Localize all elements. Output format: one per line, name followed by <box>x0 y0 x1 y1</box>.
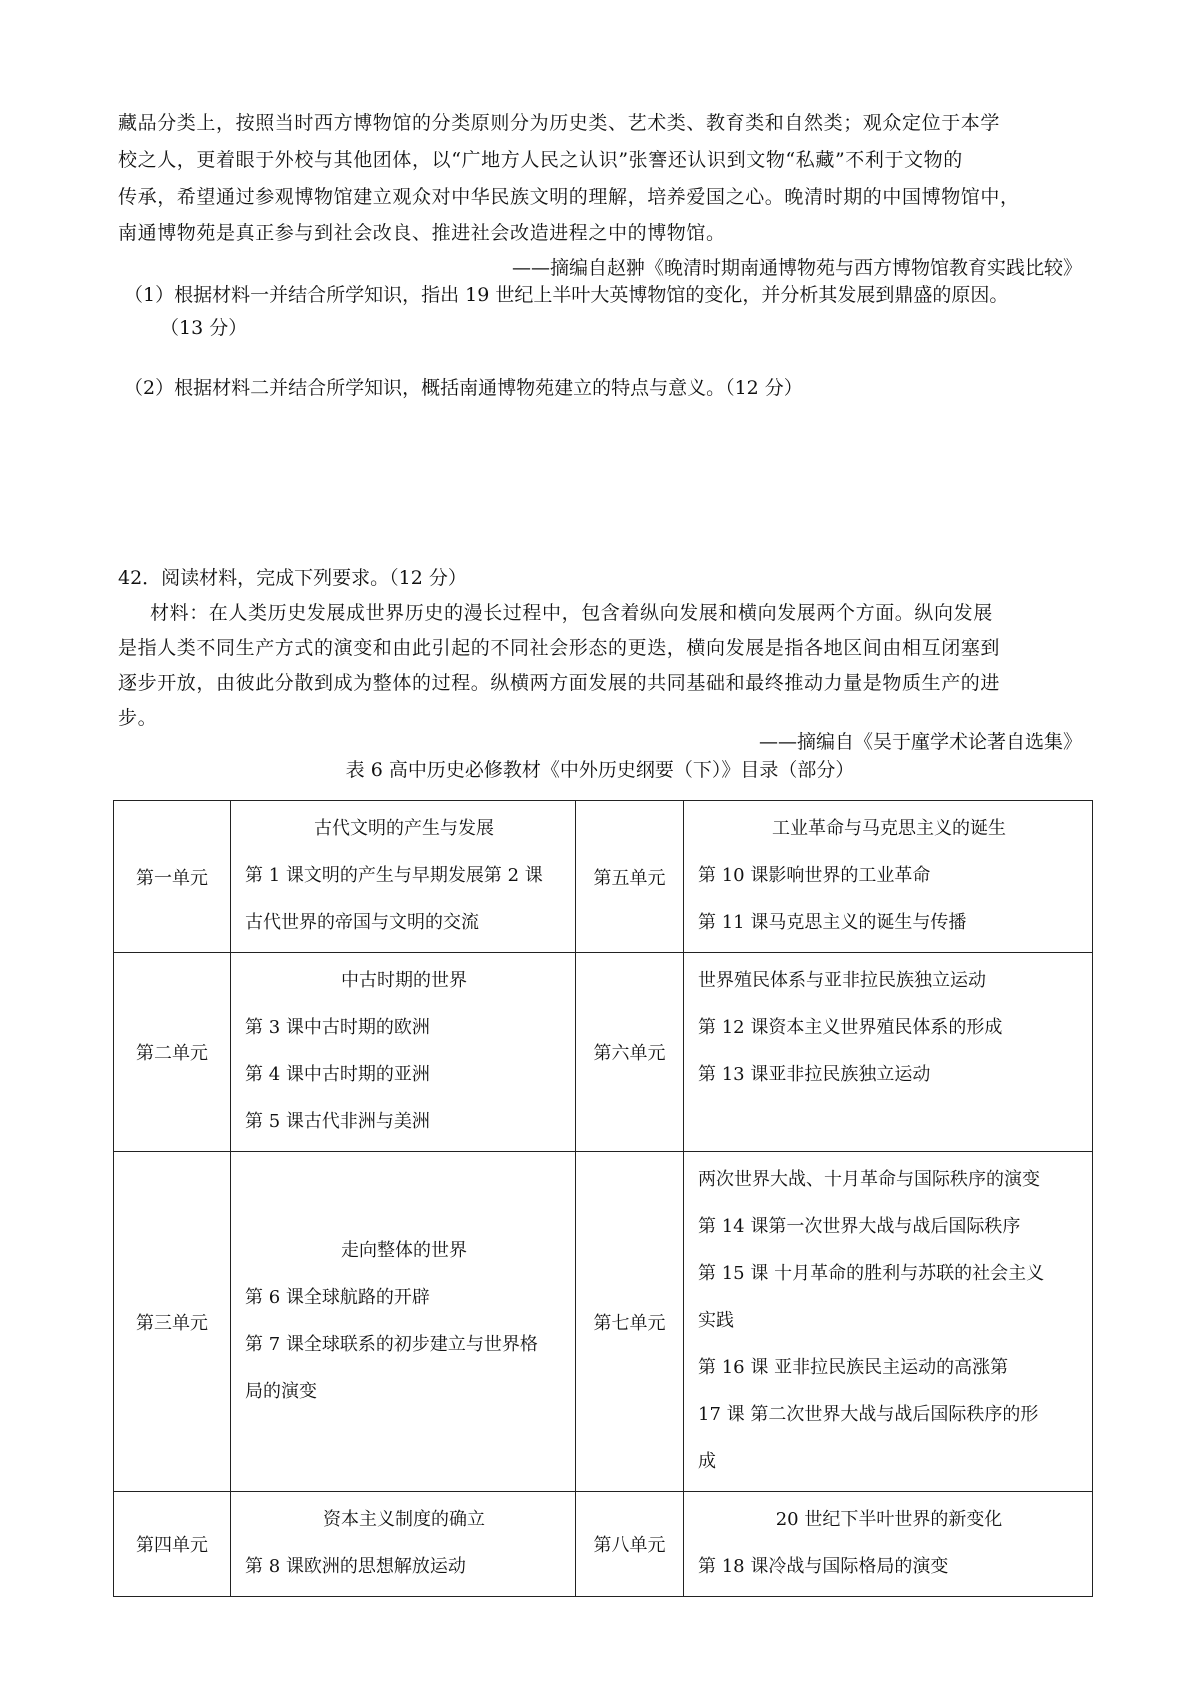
unit-content <box>684 1152 1093 1492</box>
unit-content <box>684 1492 1093 1597</box>
unit-content <box>684 801 1093 953</box>
question-1-score: （13 分） <box>160 317 248 339</box>
unit-label: 第一单元 <box>114 801 231 953</box>
unit-label: 第六单元 <box>576 953 684 1152</box>
toc-table <box>113 800 1093 1597</box>
unit-title: 古代文明的产生与发展 <box>314 818 494 839</box>
table-caption: 表 6 高中历史必修教材《中外历史纲要（下）》目录（部分） <box>345 759 855 781</box>
lesson-item: 第 13 课亚非拉民族独立运动 <box>698 1064 931 1085</box>
lesson-item: 第 10 课影响世界的工业革命 <box>698 865 931 886</box>
unit-title: 走向整体的世界 <box>341 1239 467 1261</box>
lesson-item: 第 6 课全球航路的开辟 <box>245 1286 430 1308</box>
table-row <box>114 953 1093 1152</box>
lesson-item: 实践 <box>698 1310 734 1331</box>
lesson-item: 第 15 课 十月革命的胜利与苏联的社会主义 <box>698 1263 1045 1284</box>
passage-line: 南通博物苑是真正参与到社会改良、推进社会改造进程之中的博物馆。 <box>118 222 726 244</box>
question-1: （1）根据材料一并结合所学知识，指出 19 世纪上半叶大英博物馆的变化，并分析其发展到鼎盛的原因。 <box>124 284 1009 306</box>
material-line: 是指人类不同生产方式的演变和由此引起的不同社会形态的更迭，横向发展是指各地区间由相互闭塞到 <box>118 637 1001 659</box>
unit-content <box>684 953 1093 1152</box>
question-2: （2）根据材料二并结合所学知识，概括南通博物苑建立的特点与意义。（12 分） <box>124 377 803 399</box>
table-row <box>114 801 1093 953</box>
lesson-item: 第 7 课全球联系的初步建立与世界格 <box>245 1333 538 1355</box>
unit-label: 第五单元 <box>576 801 684 953</box>
unit-content <box>231 801 576 953</box>
unit-label: 第七单元 <box>576 1152 684 1492</box>
table-row <box>114 1492 1093 1597</box>
unit-content <box>231 1492 576 1597</box>
unit-label: 第四单元 <box>114 1492 231 1597</box>
lesson-item: 局的演变 <box>245 1380 317 1402</box>
passage-line: 传承，希望通过参观博物馆建立观众对中华民族文明的理解，培养爱国之心。晚清时期的中国博物馆中， <box>118 186 1020 208</box>
lesson-item: 古代世界的帝国与文明的交流 <box>245 912 479 933</box>
material-source: ——摘编自《吴于廑学术论著自选集》 <box>758 731 1082 753</box>
lesson-item: 第 1 课文明的产生与早期发展第 2 课 <box>245 865 543 886</box>
unit-label: 第八单元 <box>576 1492 684 1597</box>
lesson-item: 第 11 课马克思主义的诞生与传播 <box>698 912 967 933</box>
unit-label: 第三单元 <box>114 1152 231 1492</box>
unit-content <box>231 953 576 1152</box>
unit-label: 第二单元 <box>114 953 231 1152</box>
unit-title: 工业革命与马克思主义的诞生 <box>772 818 1006 839</box>
unit-title: 中古时期的世界 <box>341 970 467 991</box>
table-row <box>114 1152 1093 1492</box>
passage-line: 藏品分类上，按照当时西方博物馆的分类原则分为历史类、艺术类、教育类和自然类；观众定位于本学 <box>118 112 1001 134</box>
material-line: 步。 <box>118 707 158 729</box>
question-42-heading: 42．阅读材料，完成下列要求。（12 分） <box>118 567 467 589</box>
unit-title: 两次世界大战、十月革命与国际秩序的演变 <box>698 1169 1040 1190</box>
lesson-item: 第 14 课第一次世界大战与战后国际秩序 <box>698 1216 1021 1237</box>
unit-title: 资本主义制度的确立 <box>323 1509 485 1530</box>
unit-title: 20 世纪下半叶世界的新变化 <box>775 1509 1003 1530</box>
lesson-item: 第 5 课古代非洲与美洲 <box>245 1111 430 1132</box>
lesson-item: 第 4 课中古时期的亚洲 <box>245 1064 430 1085</box>
unit-content <box>231 1152 576 1492</box>
lesson-item: 第 3 课中古时期的欧洲 <box>245 1017 430 1038</box>
passage-source: ——摘编自赵翀《晚清时期南通博物苑与西方博物馆教育实践比较》 <box>511 257 1082 279</box>
unit-title: 世界殖民体系与亚非拉民族独立运动 <box>698 970 986 991</box>
lesson-item: 第 12 课资本主义世界殖民体系的形成 <box>698 1017 1003 1038</box>
lesson-item: 17 课 第二次世界大战与战后国际秩序的形 <box>698 1404 1039 1425</box>
material-line: 逐步开放，由彼此分散到成为整体的过程。纵横两方面发展的共同基础和最终推动力量是物质生产的进 <box>118 672 1001 694</box>
passage-line: 校之人，更着眼于外校与其他团体，以“广地方人民之认识”张謇还认识到文物“私藏”不利于文物的 <box>118 149 963 171</box>
lesson-item: 第 16 课 亚非拉民族民主运动的高涨第 <box>698 1357 1009 1378</box>
material-line: 材料：在人类历史发展成世界历史的漫长过程中，包含着纵向发展和横向发展两个方面。纵向发展 <box>150 602 993 624</box>
lesson-item: 成 <box>698 1451 716 1472</box>
lesson-item: 第 18 课冷战与国际格局的演变 <box>698 1556 949 1577</box>
lesson-item: 第 8 课欧洲的思想解放运动 <box>245 1556 466 1577</box>
